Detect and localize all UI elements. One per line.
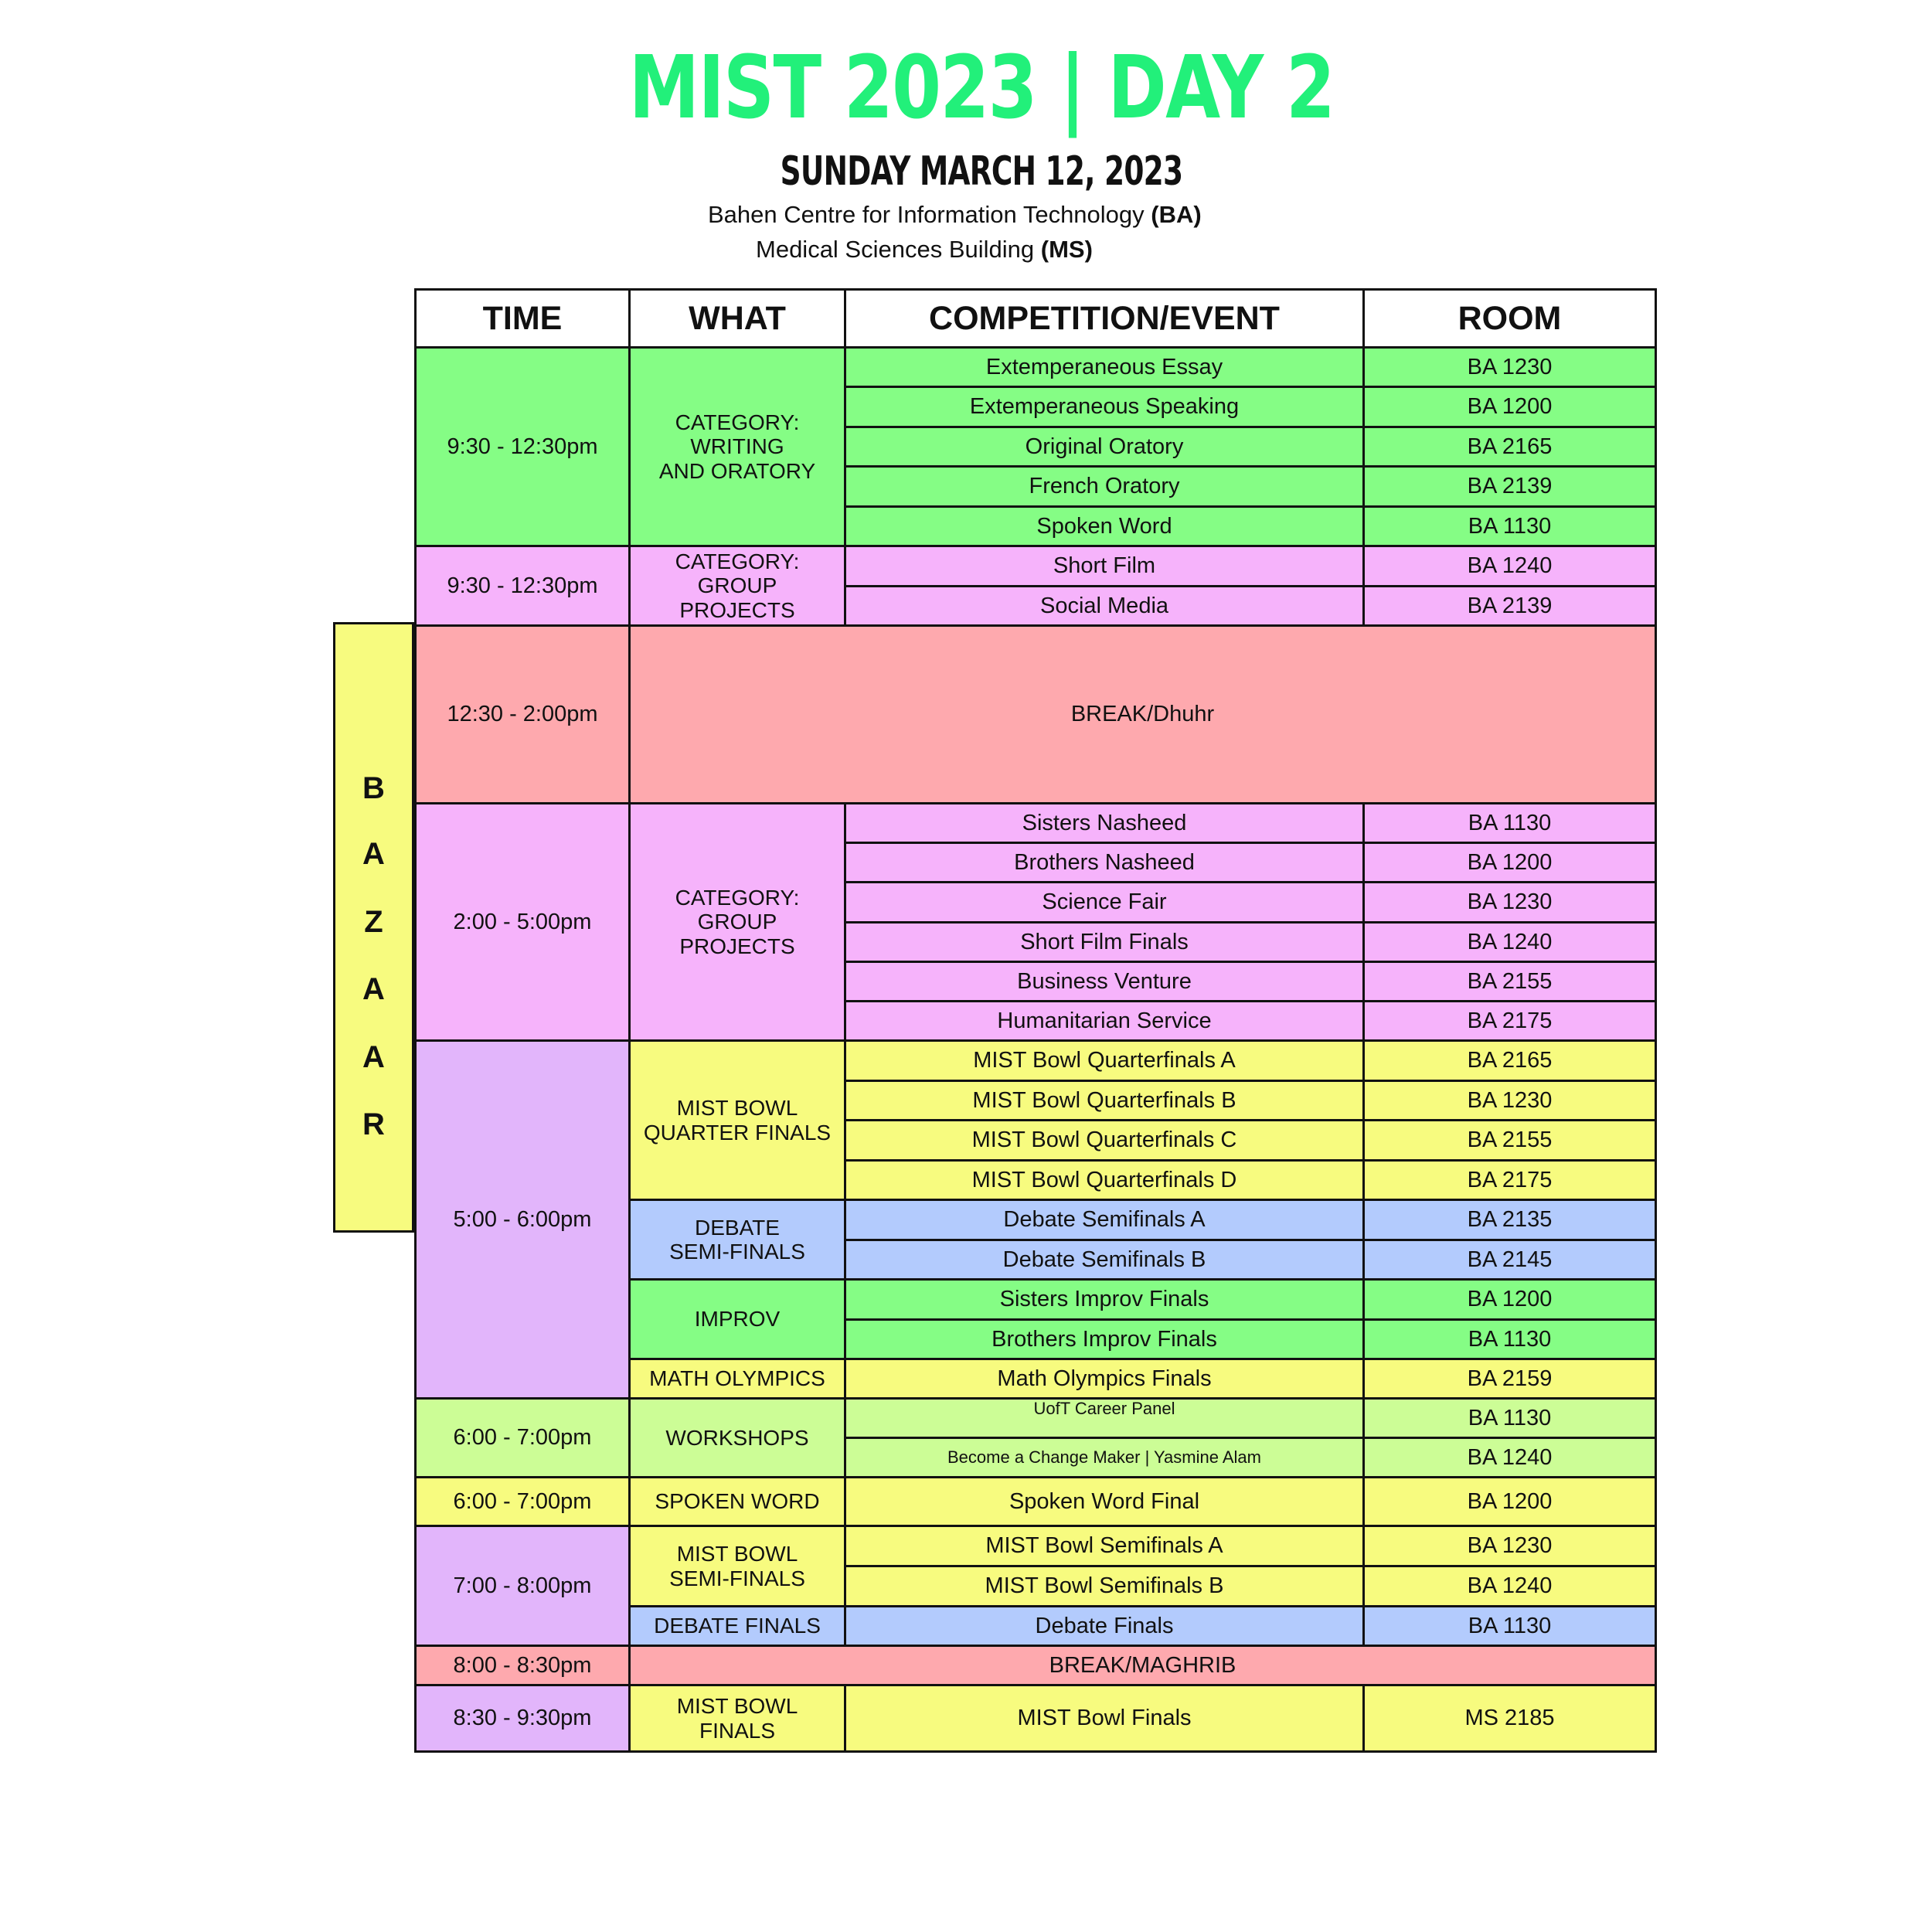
category-cell bbox=[628, 1358, 846, 1400]
event-cell bbox=[844, 921, 1365, 963]
category-cell-text: MIST BOWL SEMI-FINALS bbox=[669, 1542, 805, 1590]
time-cell bbox=[414, 1645, 631, 1686]
room-cell bbox=[1362, 802, 1657, 844]
room-cell-text: BA 2139 bbox=[1467, 593, 1553, 618]
event-cell-text: Debate Semifinals B bbox=[1002, 1247, 1206, 1272]
room-cell bbox=[1362, 465, 1657, 508]
event-cell-text: Sisters Improv Finals bbox=[999, 1287, 1209, 1312]
category-cell-text: DEBATE FINALS bbox=[654, 1614, 821, 1638]
category-cell bbox=[628, 1039, 846, 1201]
category-cell bbox=[628, 1525, 846, 1607]
category-cell bbox=[628, 1684, 846, 1753]
room-cell-text: BA 1240 bbox=[1467, 553, 1553, 579]
room-cell bbox=[1362, 426, 1657, 468]
event-cell-text: MIST Bowl Quarterfinals B bbox=[972, 1087, 1236, 1113]
time-cell-text: 6:00 - 7:00pm bbox=[453, 1425, 592, 1451]
room-cell bbox=[1362, 1199, 1657, 1241]
time-cell-text: 6:00 - 7:00pm bbox=[453, 1488, 592, 1514]
category-cell-text: CATEGORY: WRITING AND ORATORY bbox=[658, 410, 816, 483]
event-cell-text: Short Film bbox=[1053, 553, 1156, 579]
bazaar-letter: R bbox=[362, 1107, 385, 1141]
event-cell bbox=[844, 842, 1365, 883]
event-cell bbox=[844, 505, 1365, 547]
room-cell-text: BA 2135 bbox=[1467, 1207, 1553, 1233]
event-cell bbox=[844, 426, 1365, 468]
room-cell-text: BA 2145 bbox=[1467, 1247, 1553, 1272]
room-cell bbox=[1362, 881, 1657, 923]
category-cell bbox=[628, 1476, 846, 1527]
break-row bbox=[628, 1645, 1657, 1686]
event-cell bbox=[844, 465, 1365, 508]
room-cell bbox=[1362, 1358, 1657, 1400]
room-cell bbox=[1362, 1039, 1657, 1082]
category-cell-text: IMPROV bbox=[694, 1307, 781, 1332]
event-cell bbox=[844, 1318, 1365, 1360]
event-cell-text: UofT Career Panel bbox=[1033, 1399, 1175, 1418]
room-cell bbox=[1362, 585, 1657, 627]
column-header-text: WHAT bbox=[689, 299, 786, 337]
room-cell bbox=[1362, 1119, 1657, 1162]
room-cell bbox=[1362, 386, 1657, 428]
room-cell bbox=[1362, 1525, 1657, 1567]
event-cell bbox=[844, 1397, 1365, 1439]
room-cell bbox=[1362, 921, 1657, 963]
event-cell bbox=[844, 1039, 1365, 1082]
room-cell-text: BA 2155 bbox=[1467, 968, 1553, 994]
room-cell-text: BA 1230 bbox=[1467, 1087, 1553, 1113]
event-cell-text: Spoken Word Final bbox=[1009, 1488, 1200, 1514]
event-date: SUNDAY MARCH 12, 2023 bbox=[780, 148, 1183, 195]
event-cell-text: MIST Bowl Quarterfinals C bbox=[971, 1128, 1237, 1153]
room-cell bbox=[1362, 1684, 1657, 1753]
venue-ba-code: (BA) bbox=[1151, 201, 1202, 228]
category-cell bbox=[628, 1397, 846, 1478]
time-cell-text: 9:30 - 12:30pm bbox=[447, 573, 598, 598]
room-cell bbox=[1362, 1565, 1657, 1607]
event-cell-text: Brothers Improv Finals bbox=[992, 1326, 1217, 1352]
time-cell bbox=[414, 1397, 631, 1478]
event-cell bbox=[844, 1525, 1365, 1567]
room-cell bbox=[1362, 1318, 1657, 1360]
page-title: MIST 2023 | DAY 2 bbox=[628, 38, 1335, 138]
event-cell bbox=[844, 1119, 1365, 1162]
event-cell bbox=[844, 1080, 1365, 1121]
column-header bbox=[844, 288, 1365, 349]
bazaar-letter: Z bbox=[364, 905, 383, 939]
event-cell bbox=[844, 386, 1365, 428]
event-cell-text: Business Venture bbox=[1017, 968, 1192, 994]
category-cell-text: CATEGORY: GROUP PROJECTS bbox=[675, 885, 800, 958]
category-cell-text: DEBATE SEMI-FINALS bbox=[669, 1215, 805, 1264]
event-cell-text: Become a Change Maker | Yasmine Alam bbox=[947, 1447, 1261, 1467]
event-cell-text: Extemperaneous Speaking bbox=[969, 394, 1240, 420]
room-cell-text: BA 1200 bbox=[1467, 1287, 1553, 1312]
time-cell bbox=[414, 1684, 631, 1753]
venue-ba-name: Bahen Centre for Information Technology bbox=[708, 201, 1151, 228]
room-cell bbox=[1362, 346, 1657, 388]
event-cell-text: MIST Bowl Semifinals A bbox=[985, 1533, 1223, 1559]
column-header-text: ROOM bbox=[1458, 299, 1562, 337]
category-cell bbox=[628, 1605, 846, 1647]
column-header bbox=[1362, 288, 1657, 349]
room-cell-text: BA 2159 bbox=[1467, 1366, 1553, 1391]
room-cell bbox=[1362, 1080, 1657, 1121]
room-cell bbox=[1362, 1239, 1657, 1281]
room-cell-text: BA 2155 bbox=[1467, 1128, 1553, 1153]
category-cell-text: MIST BOWL QUARTER FINALS bbox=[643, 1096, 832, 1145]
room-cell bbox=[1362, 545, 1657, 587]
event-cell-text: Brothers Nasheed bbox=[1014, 849, 1195, 875]
column-header-text: TIME bbox=[482, 299, 563, 337]
event-cell bbox=[844, 585, 1365, 627]
time-cell-text: 9:30 - 12:30pm bbox=[447, 434, 598, 459]
time-cell-text: 7:00 - 8:00pm bbox=[453, 1573, 592, 1598]
venue-ms-name: Medical Sciences Building bbox=[756, 236, 1041, 263]
event-cell-text: MIST Bowl Semifinals B bbox=[985, 1573, 1224, 1599]
event-cell-text: Short Film Finals bbox=[1020, 929, 1189, 954]
event-cell bbox=[844, 1565, 1365, 1607]
time-cell bbox=[414, 624, 631, 804]
room-cell-text: BA 1230 bbox=[1467, 354, 1553, 379]
event-cell-text: Science Fair bbox=[1042, 889, 1167, 915]
time-cell bbox=[414, 346, 631, 547]
event-cell bbox=[844, 1358, 1365, 1400]
room-cell bbox=[1362, 842, 1657, 883]
category-cell-text: CATEGORY: GROUP PROJECTS bbox=[675, 549, 800, 622]
category-cell bbox=[628, 545, 846, 627]
event-cell-text: Math Olympics Finals bbox=[997, 1366, 1212, 1391]
event-cell bbox=[844, 1000, 1365, 1042]
room-cell bbox=[1362, 1476, 1657, 1527]
room-cell-text: BA 1130 bbox=[1468, 513, 1552, 539]
event-cell-text: MIST Bowl Quarterfinals A bbox=[973, 1048, 1236, 1073]
event-cell-text: Humanitarian Service bbox=[997, 1008, 1212, 1033]
time-cell bbox=[414, 1476, 631, 1527]
room-cell-text: BA 1130 bbox=[1468, 810, 1552, 835]
room-cell-text: BA 2175 bbox=[1467, 1167, 1553, 1192]
bazaar-letter: A bbox=[362, 1040, 385, 1074]
event-cell-text: Debate Finals bbox=[1035, 1613, 1174, 1638]
event-cell bbox=[844, 1437, 1365, 1478]
room-cell-text: BA 1200 bbox=[1467, 849, 1553, 875]
column-header-text: COMPETITION/EVENT bbox=[929, 299, 1280, 337]
event-cell-text: Original Oratory bbox=[1025, 434, 1184, 459]
room-cell-text: BA 1240 bbox=[1467, 1573, 1553, 1599]
bazaar-letter: A bbox=[362, 972, 385, 1006]
event-cell-text: Debate Semifinals A bbox=[1003, 1207, 1206, 1233]
event-cell-text: Extemperaneous Essay bbox=[985, 354, 1223, 379]
event-cell bbox=[844, 1684, 1365, 1753]
venue-ms-code: (MS) bbox=[1040, 236, 1093, 263]
room-cell-text: BA 1240 bbox=[1467, 929, 1553, 954]
room-cell-text: BA 2165 bbox=[1467, 1048, 1553, 1073]
time-cell-text: 8:30 - 9:30pm bbox=[453, 1706, 592, 1731]
category-cell bbox=[628, 346, 846, 547]
event-cell bbox=[844, 802, 1365, 844]
room-cell bbox=[1362, 1605, 1657, 1647]
time-cell-text: 2:00 - 5:00pm bbox=[453, 909, 592, 934]
time-cell bbox=[414, 802, 631, 1042]
room-cell-text: BA 1200 bbox=[1467, 394, 1553, 420]
room-cell-text: BA 1200 bbox=[1467, 1488, 1553, 1514]
room-cell-text: BA 1230 bbox=[1467, 1533, 1553, 1559]
room-cell bbox=[1362, 1397, 1657, 1439]
room-cell-text: BA 1130 bbox=[1468, 1613, 1552, 1638]
break-row-text: BREAK/MAGHRIB bbox=[1049, 1652, 1236, 1678]
break-row bbox=[628, 624, 1657, 804]
category-cell bbox=[628, 1278, 846, 1360]
event-cell-text: MIST Bowl Quarterfinals D bbox=[971, 1167, 1237, 1192]
time-cell bbox=[414, 1039, 631, 1400]
room-cell bbox=[1362, 1278, 1657, 1321]
bazaar-letter: B bbox=[362, 771, 385, 805]
room-cell-text: BA 1130 bbox=[1468, 1326, 1552, 1352]
time-cell-text: 5:00 - 6:00pm bbox=[453, 1206, 592, 1232]
event-cell bbox=[844, 1476, 1365, 1527]
room-cell-text: MS 2185 bbox=[1464, 1706, 1555, 1731]
event-cell bbox=[844, 1239, 1365, 1281]
event-cell bbox=[844, 545, 1365, 587]
event-cell bbox=[844, 1605, 1365, 1647]
category-cell-text: MIST BOWL FINALS bbox=[676, 1694, 798, 1743]
event-cell bbox=[844, 881, 1365, 923]
room-cell bbox=[1362, 1000, 1657, 1042]
category-cell-text: WORKSHOPS bbox=[665, 1425, 809, 1450]
bazaar-letter: A bbox=[362, 837, 385, 871]
column-header bbox=[414, 288, 631, 349]
room-cell-text: BA 1240 bbox=[1467, 1444, 1553, 1470]
time-cell bbox=[414, 1525, 631, 1647]
event-cell bbox=[844, 961, 1365, 1002]
event-cell-text: Sisters Nasheed bbox=[1022, 810, 1187, 835]
event-cell bbox=[844, 1159, 1365, 1201]
event-cell-text: Social Media bbox=[1039, 593, 1169, 618]
event-cell bbox=[844, 1278, 1365, 1321]
room-cell bbox=[1362, 961, 1657, 1002]
event-cell-text: Spoken Word bbox=[1036, 513, 1172, 539]
event-cell-text: MIST Bowl Finals bbox=[1017, 1706, 1192, 1731]
category-cell bbox=[628, 802, 846, 1042]
category-cell-text: MATH OLYMPICS bbox=[649, 1366, 825, 1391]
room-cell-text: BA 2165 bbox=[1467, 434, 1553, 459]
room-cell-text: BA 1230 bbox=[1467, 889, 1553, 915]
room-cell-text: BA 2175 bbox=[1467, 1008, 1553, 1033]
room-cell-text: BA 2139 bbox=[1467, 474, 1553, 499]
event-cell-text: French Oratory bbox=[1029, 474, 1180, 499]
event-cell bbox=[844, 1199, 1365, 1241]
event-cell bbox=[844, 346, 1365, 388]
category-cell bbox=[628, 1199, 846, 1281]
room-cell bbox=[1362, 1159, 1657, 1201]
room-cell-text: BA 1130 bbox=[1468, 1405, 1552, 1430]
room-cell bbox=[1362, 505, 1657, 547]
time-cell-text: 8:00 - 8:30pm bbox=[453, 1652, 592, 1678]
time-cell bbox=[414, 545, 631, 627]
column-header bbox=[628, 288, 846, 349]
break-row-text: BREAK/Dhuhr bbox=[1070, 702, 1215, 727]
time-cell-text: 12:30 - 2:00pm bbox=[447, 702, 598, 727]
room-cell bbox=[1362, 1437, 1657, 1478]
category-cell-text: SPOKEN WORD bbox=[655, 1489, 820, 1514]
